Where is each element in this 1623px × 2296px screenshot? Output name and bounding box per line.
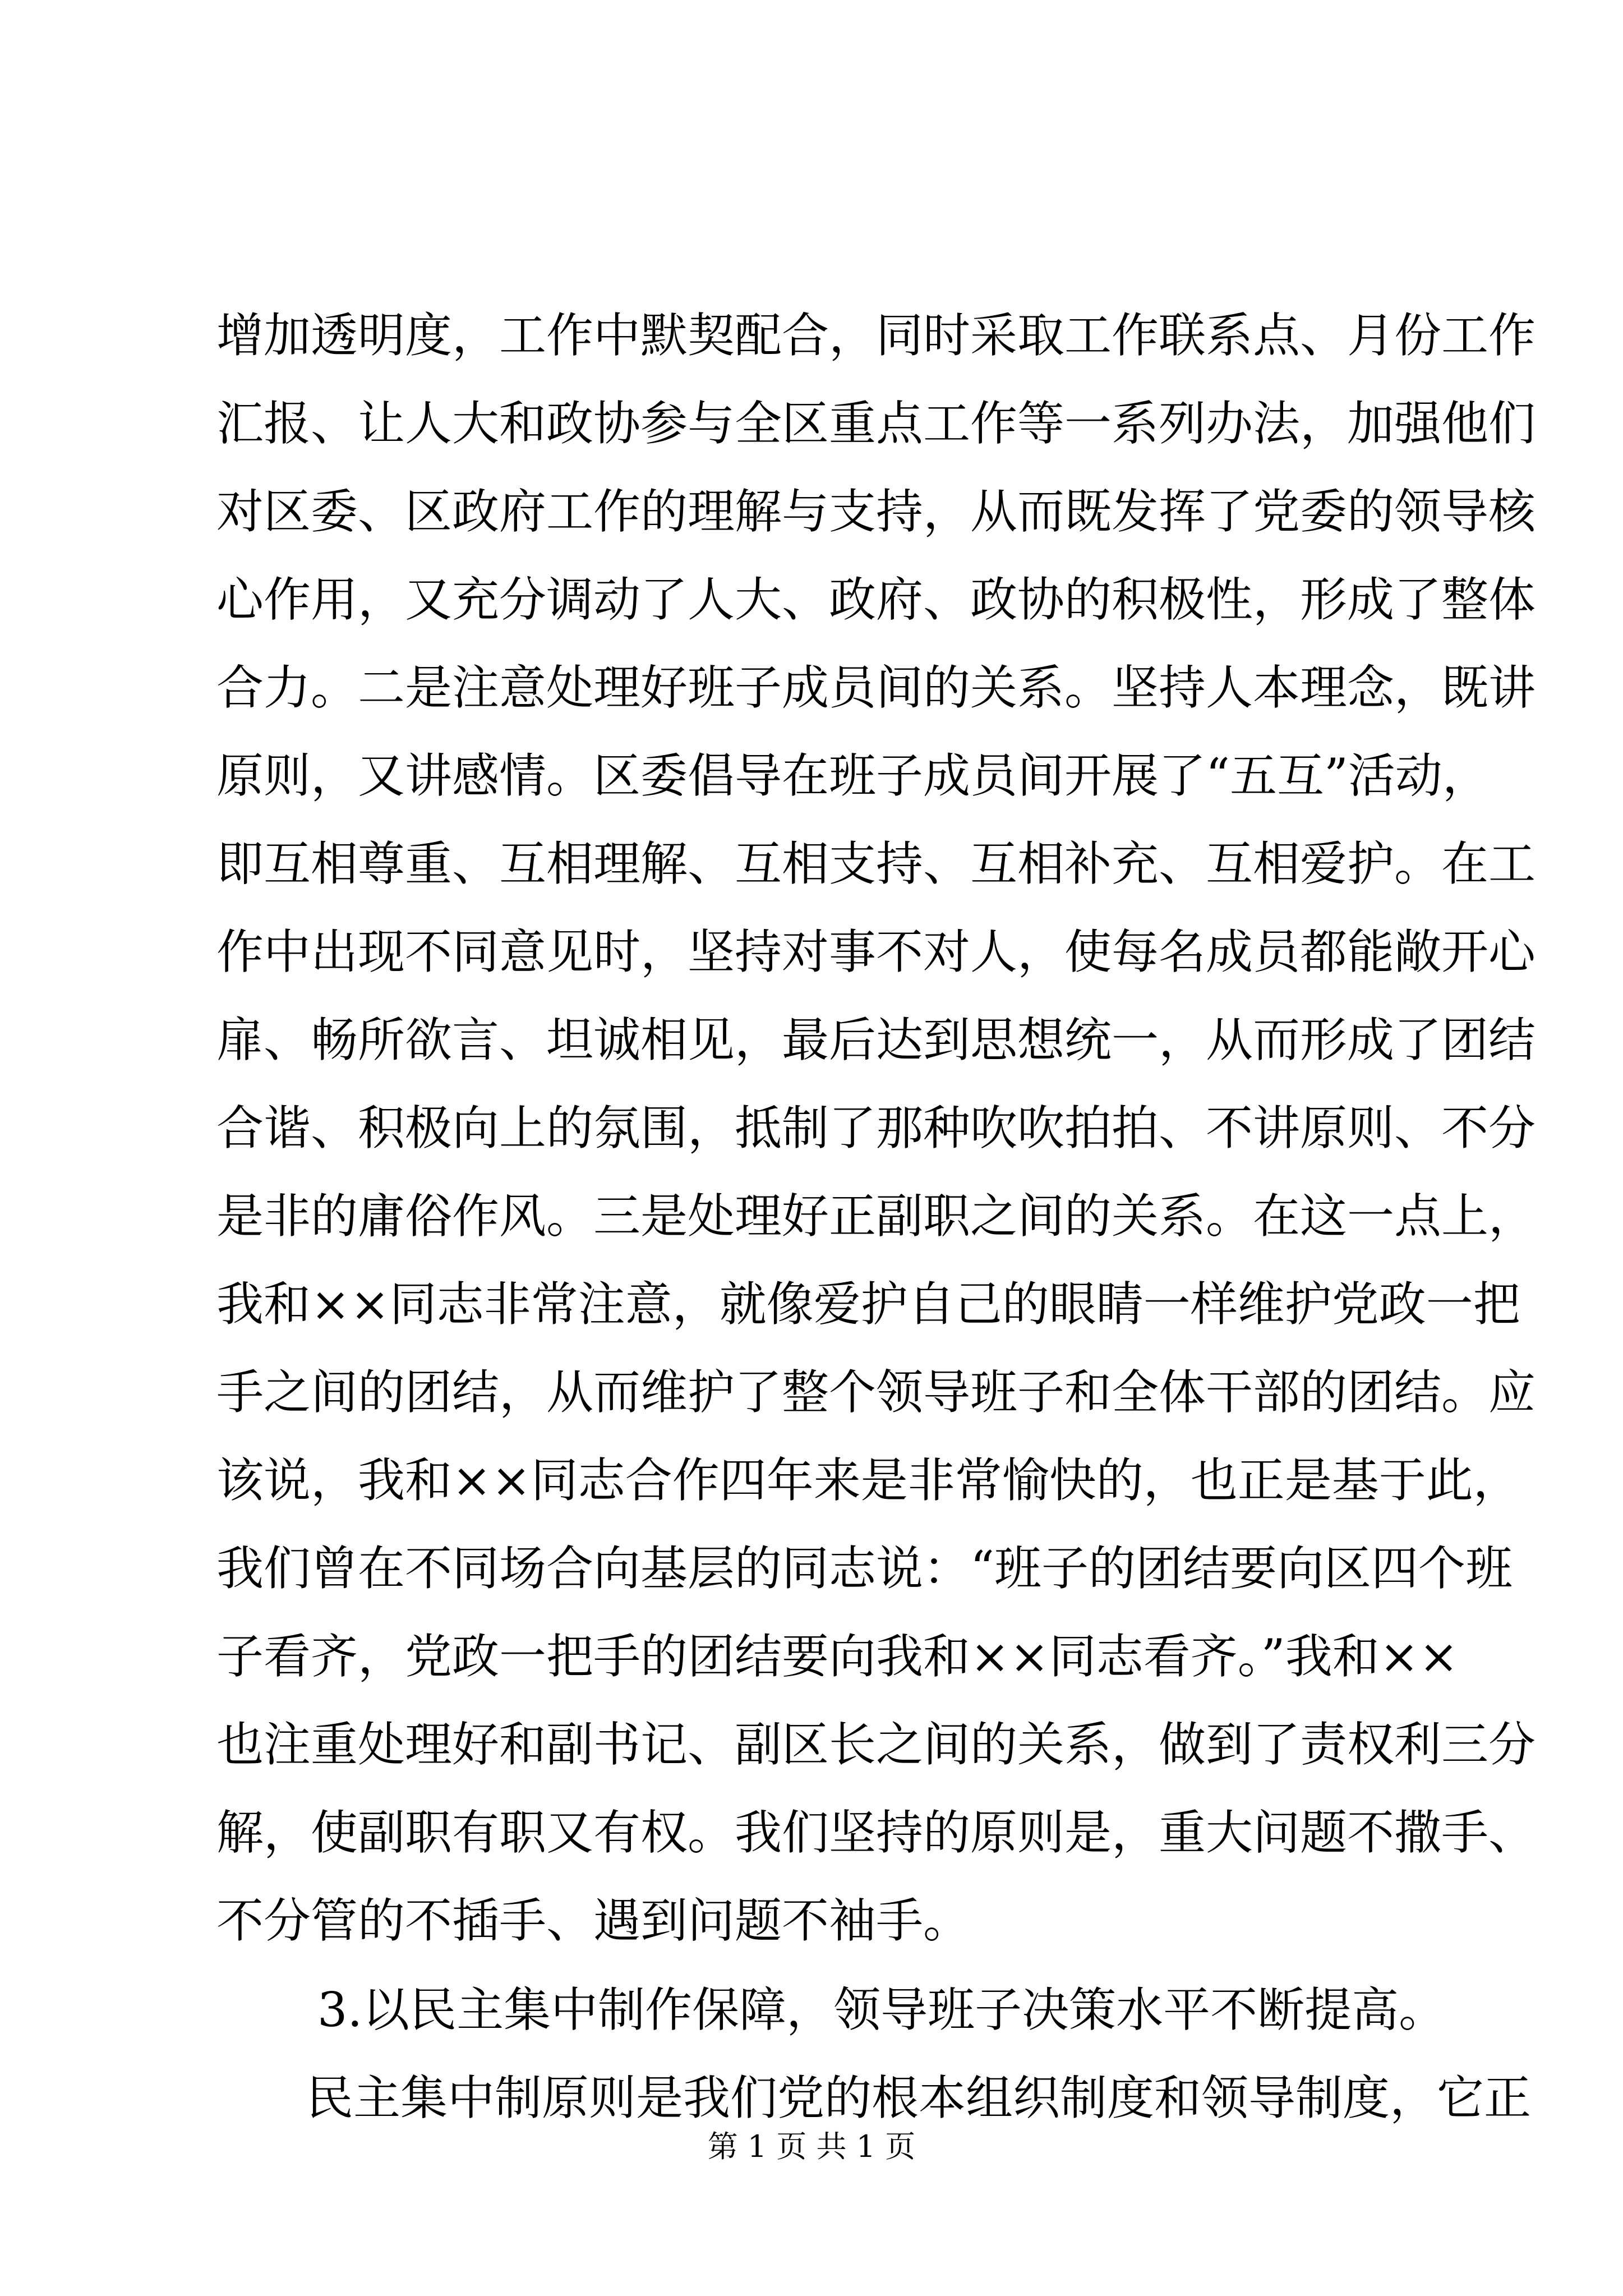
body-text xyxy=(216,292,1536,2142)
paragraph-first-line: 民主集中制原则是我们党的根本组织制度和领导制度，它正 xyxy=(306,2070,1532,2125)
text-line: 心作用，又充分调动了人大、政府、政协的积极性，形成了整体 xyxy=(216,572,1536,627)
text-line: 该说，我和××同志合作四年来是非常愉快的，也正是基于此， xyxy=(216,1453,1520,1508)
text-line: 我和××同志非常注意，就像爱护自己的眼睛一样维护党政一把 xyxy=(216,1277,1520,1332)
text-line: 解，使副职有职又有权。我们坚持的原则是，重大问题不撒手、 xyxy=(216,1805,1536,1860)
text-line: 即互相尊重、互相理解、互相支持、互相补充、互相爱护。在工 xyxy=(216,836,1536,891)
text-line: 作中出现不同意见时，坚持对事不对人，使每名成员都能敞开心 xyxy=(216,924,1536,979)
text-line: 扉、畅所欲言、坦诚相见，最后达到思想统一，从而形成了团结 xyxy=(216,1013,1536,1068)
text-line: 不分管的不插手、遇到问题不袖手。 xyxy=(216,1893,971,1948)
text-line: 是非的庸俗作风。三是处理好正副职之间的关系。在这一点上， xyxy=(216,1189,1536,1244)
text-line: 原则，又讲感情。区委倡导在班子成员间开展了“五互”活动， xyxy=(216,748,1490,803)
text-line: 合力。二是注意处理好班子成员间的关系。坚持人本理念，既讲 xyxy=(216,660,1536,715)
text-line: 我们曾在不同场合向基层的同志说：“班子的团结要向区四个班 xyxy=(216,1541,1513,1596)
text-line: 对区委、区政府工作的理解与支持，从而既发挥了党委的领导核 xyxy=(216,484,1536,539)
section-heading: 3.以民主集中制作保障，领导班子决策水平不断提高。 xyxy=(317,1982,1446,2037)
text-line: 汇报、让人大和政协参与全区重点工作等一系列办法，加强他们 xyxy=(216,396,1536,451)
text-line: 增加透明度，工作中默契配合，同时采取工作联系点、月份工作 xyxy=(216,308,1536,363)
text-line: 手之间的团结，从而维护了整个领导班子和全体干部的团结。应 xyxy=(216,1365,1536,1420)
text-line: 也注重处理好和副书记、副区长之间的关系，做到了责权利三分 xyxy=(216,1717,1536,1772)
page-footer: 第 1 页 共 1 页 xyxy=(707,2129,916,2164)
text-line: 合谐、积极向上的氛围，抵制了那种吹吹拍拍、不讲原则、不分 xyxy=(216,1101,1536,1156)
text-line: 子看齐，党政一把手的团结要向我和××同志看齐。”我和×× xyxy=(216,1629,1459,1684)
